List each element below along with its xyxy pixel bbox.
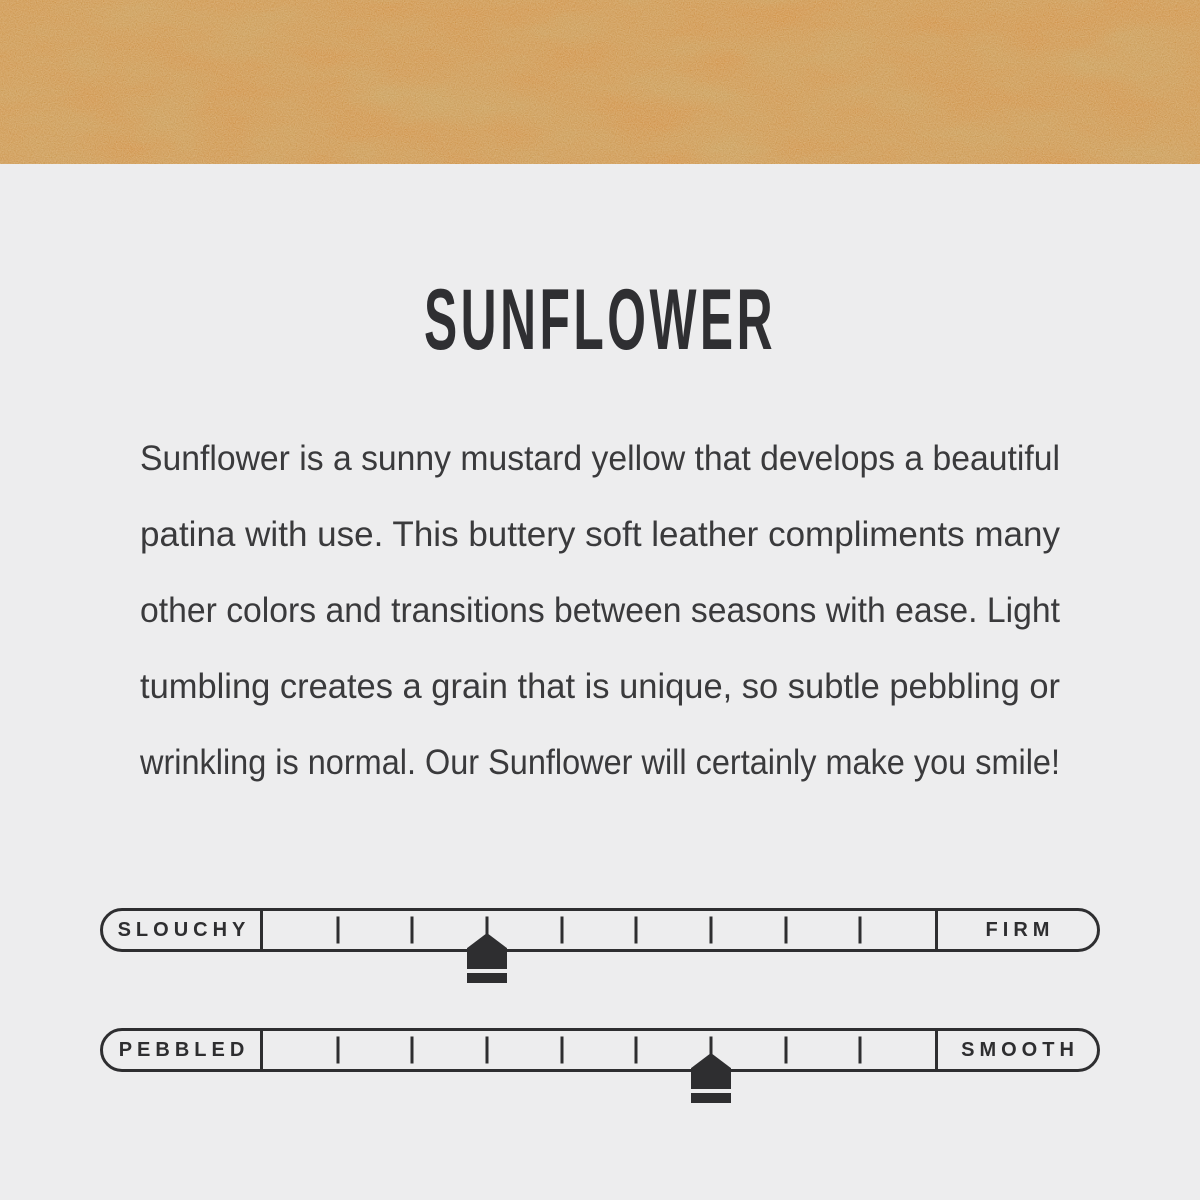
scale-tick: [710, 917, 713, 944]
scale-tick: [560, 917, 563, 944]
scale-tick: [560, 1037, 563, 1064]
scale-tick-track: [263, 1031, 935, 1069]
marker-base: [467, 973, 507, 983]
scale-label-right: SMOOTH: [961, 1038, 1079, 1061]
scale-tick: [859, 917, 862, 944]
firmness-scale: [100, 908, 1100, 994]
scale-right-section: [935, 911, 1097, 949]
scale-tick: [336, 917, 339, 944]
scale-tick: [486, 1037, 489, 1064]
page-title: SUNFLOWER: [424, 272, 776, 368]
scale-tick: [411, 917, 414, 944]
scale-tick: [635, 917, 638, 944]
marker-arrow-icon: [467, 933, 507, 969]
description-line: other colors and transitions between seasons with ease. Light: [140, 591, 1061, 630]
scale-marker: [467, 933, 507, 983]
scale-left-section: [103, 911, 263, 949]
texture-scale: [100, 1028, 1100, 1114]
scale-bar: [100, 908, 1100, 952]
scale-tick: [411, 1037, 414, 1064]
scale-tick: [336, 1037, 339, 1064]
scale-tick: [784, 1037, 787, 1064]
scale-tick: [859, 1037, 862, 1064]
scale-label-right: FIRM: [985, 918, 1055, 941]
marker-base: [691, 1093, 731, 1103]
description-line: tumbling creates a grain that is unique, so subtle pebbling or: [140, 667, 1061, 706]
scale-tick: [635, 1037, 638, 1064]
scale-label-left: PEBBLED: [118, 1038, 250, 1061]
description-line: patina with use. This buttery soft leather compliments many: [140, 515, 1061, 554]
scale-bar: [100, 1028, 1100, 1072]
marker-arrow-icon: [691, 1053, 731, 1089]
scale-right-section: [935, 1031, 1097, 1069]
scale-tick-track: [263, 911, 935, 949]
leather-swatch-image: [0, 0, 1200, 164]
scale-label-left: SLOUCHY: [117, 918, 251, 941]
description-line: Sunflower is a sunny mustard yellow that develops a beautiful: [140, 439, 1060, 478]
description-line: wrinkling is normal. Our Sunflower will certainly make you smile!: [139, 743, 1060, 782]
color-description: [140, 434, 1060, 790]
scale-tick: [784, 917, 787, 944]
scale-marker: [691, 1053, 731, 1103]
scale-left-section: [103, 1031, 263, 1069]
